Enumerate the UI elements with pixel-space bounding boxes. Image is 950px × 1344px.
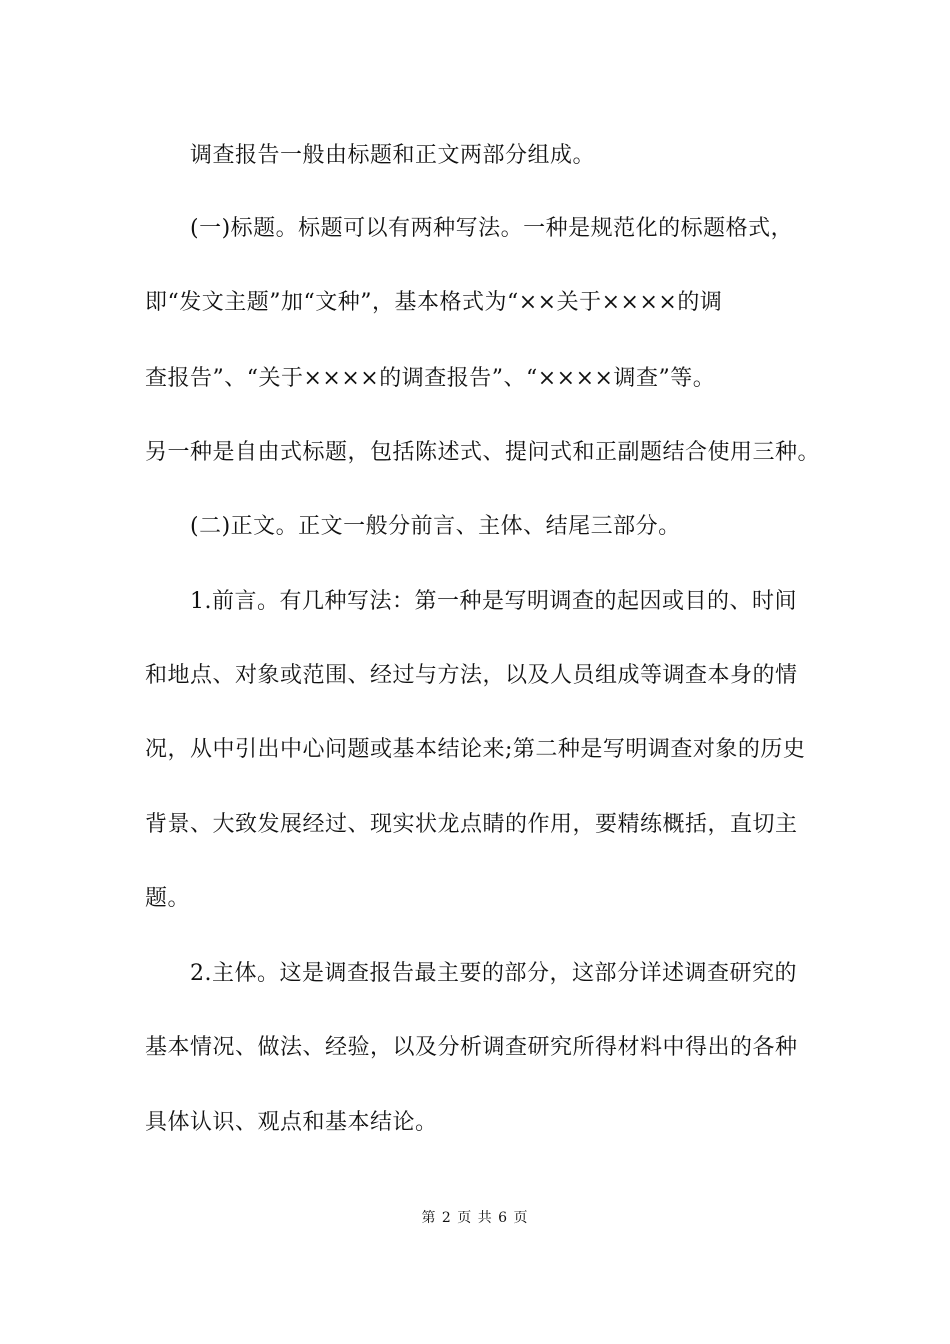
paragraph-line: 和地点、对象或范围、经过与方法，以及人员组成等调查本身的情 (145, 663, 798, 688)
paragraph-line: 况，从中引出中心问题或基本结论来;第二种是写明调查对象的历史 (145, 737, 806, 762)
paragraph-line: 调查报告一般由标题和正文两部分组成。 (190, 143, 596, 168)
paragraph-line: (二)正文。正文一般分前言、主体、结尾三部分。 (190, 514, 681, 539)
paragraph-line: 1.前言。有几种写法：第一种是写明调查的起因或目的、时间 (190, 589, 797, 614)
paragraph-line: 查报告”、“关于××××的调查报告”、“××××调查”等。 (145, 366, 716, 391)
page-number-footer: 第 2 页 共 6 页 (421, 1210, 529, 1226)
paragraph-line: 题。 (145, 886, 191, 911)
paragraph-line: (一)标题。标题可以有两种写法。一种是规范化的标题格式， (190, 216, 794, 241)
paragraph-line: 背景、大致发展经过、现实状龙点睛的作用，要精练概括，直切主 (145, 812, 798, 837)
paragraph-line: 2.主体。这是调查报告最主要的部分，这部分详述调查研究的 (190, 961, 797, 986)
paragraph-line: 另一种是自由式标题，包括陈述式、提问式和正副题结合使用三种。 (145, 440, 821, 465)
paragraph-line: 即“发文主题”加“文种”，基本格式为“××关于××××的调 (145, 290, 723, 315)
paragraph-line: 基本情况、做法、经验，以及分析调查研究所得材料中得出的各种 (145, 1035, 798, 1060)
paragraph-line: 具体认识、观点和基本结论。 (145, 1110, 438, 1135)
